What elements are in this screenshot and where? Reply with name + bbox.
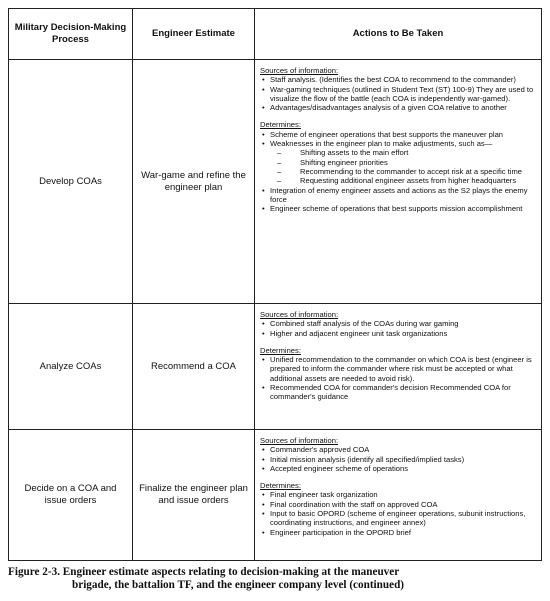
list-item: • Staff analysis. (Identifies the best COA to recommend to the commander) — [260, 75, 536, 84]
sources-heading: Sources of information: — [260, 436, 339, 445]
sub-list-item: – Shifting engineer priorities — [260, 158, 536, 167]
determines-list — [260, 130, 536, 214]
list-item: • Engineer participation in the OPORD brief — [260, 528, 536, 537]
determines-heading: Determines: — [260, 345, 301, 355]
table-row — [9, 60, 542, 304]
actions-cell — [255, 60, 542, 304]
list-item: • War-gaming techniques (outlined in Student Text (ST) 100-9) They are used to visualize the flow of the battle (each COA is independently war-gamed). — [260, 85, 536, 104]
header-mdmp: Military Decision-Making Process — [9, 9, 133, 60]
actions-cell — [255, 304, 542, 430]
list-item: • Integration of enemy engineer assets and actions as the S2 plays the enemy force — [260, 186, 536, 205]
list-item: • Combined staff analysis of the COAs during war gaming — [260, 319, 536, 328]
sub-list-item: – Recommending to the commander to accept risk at a specific time — [260, 167, 536, 176]
process-cell: Analyze COAs — [9, 304, 133, 430]
list-item: • Advantages/disadvantages analysis of a given COA relative to another — [260, 103, 536, 112]
header-engineer-estimate: Engineer Estimate — [133, 9, 255, 60]
sources-list — [260, 319, 536, 338]
list-item: • Input to basic OPORD (scheme of engineer operations, subunit instructions, coordinating instructions, and engineer annex) — [260, 509, 536, 528]
caption-line-2: brigade, the battalion TF, and the engineer company level (continued) — [72, 579, 405, 591]
list-item: • Initial mission analysis (identify all specified/implied tasks) — [260, 455, 536, 464]
sources-list — [260, 445, 536, 473]
sources-heading: Sources of information: — [260, 66, 339, 75]
table-row — [9, 304, 542, 430]
determines-heading: Determines: — [260, 120, 301, 130]
sources-heading: Sources of information: — [260, 310, 339, 319]
table-row — [9, 430, 542, 561]
estimate-cell: Recommend a COA — [133, 304, 255, 430]
figure-caption — [8, 566, 544, 592]
list-item: • Commander's approved COA — [260, 445, 536, 454]
sub-list-item: – Shifting assets to the main effort — [260, 148, 536, 157]
process-cell: Develop COAs — [9, 60, 133, 304]
list-item: • Higher and adjacent engineer unit task organizations — [260, 329, 536, 338]
list-item: • Weaknesses in the engineer plan to make adjustments, such as— — [260, 139, 536, 148]
actions-cell — [255, 430, 542, 561]
list-item: • Accepted engineer scheme of operations — [260, 464, 536, 473]
sources-list — [260, 75, 536, 112]
caption-line-1: Figure 2-3. Engineer estimate aspects relating to decision-making at the maneuver — [8, 566, 400, 578]
sub-list-item: – Requesting additional engineer assets from higher headquarters — [260, 176, 536, 185]
determines-list — [260, 355, 536, 401]
list-item: • Unified recommendation to the commander on which COA is best (engineer is prepared to inform the commander where risk must be accepted or what additional assets are needed to avoid risk). — [260, 355, 536, 383]
engineer-estimate-table — [8, 8, 542, 561]
list-item: • Final coordination with the staff on approved COA — [260, 500, 536, 509]
header-actions: Actions to Be Taken — [255, 9, 542, 60]
process-cell: Decide on a COA and issue orders — [9, 430, 133, 561]
list-item: • Recommended COA for commander's decision Recommended COA for commander's guidance — [260, 383, 536, 402]
determines-list — [260, 490, 536, 536]
table-header-row — [9, 9, 542, 60]
estimate-cell: War-game and refine the engineer plan — [133, 60, 255, 304]
list-item: • Scheme of engineer operations that best supports the maneuver plan — [260, 130, 536, 139]
list-item: • Final engineer task organization — [260, 490, 536, 499]
list-item: • Engineer scheme of operations that best supports mission accomplishment — [260, 204, 536, 213]
estimate-cell: Finalize the engineer plan and issue orders — [133, 430, 255, 561]
determines-heading: Determines: — [260, 481, 301, 491]
